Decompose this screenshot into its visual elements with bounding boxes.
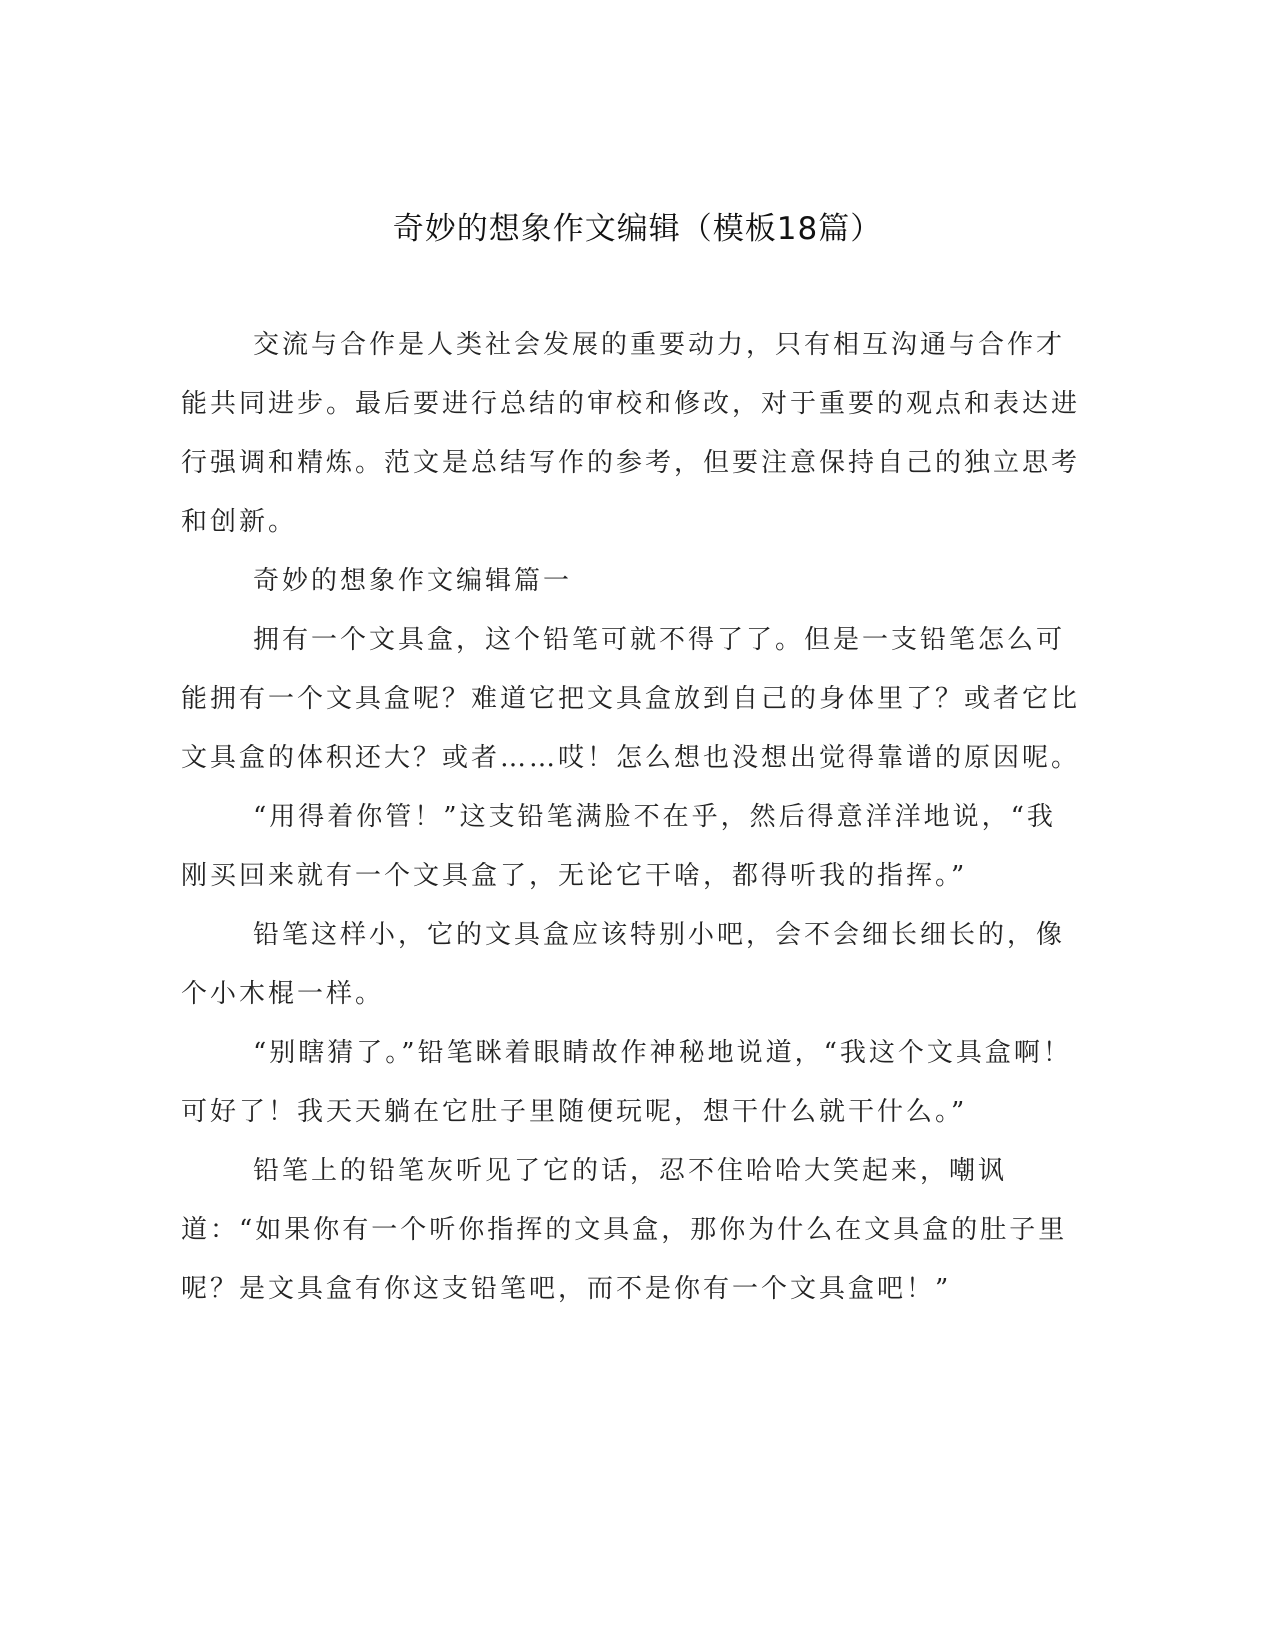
paragraph: “别瞎猜了。”铅笔眯着眼睛故作神秘地说道，“我这个文具盒啊！可好了！我天天躺在它肚子里随便玩呢，想干什么就干什么。”	[181, 1038, 1072, 1127]
section-heading-1: 奇妙的想象作文编辑篇一	[253, 566, 573, 596]
paragraph: “用得着你管！”这支铅笔满脸不在乎，然后得意洋洋地说，“我刚买回来就有一个文具盒了，无论它干啥，都得听我的指挥。”	[181, 802, 1056, 891]
document-title: 奇妙的想象作文编辑（模板18篇）	[392, 211, 883, 247]
paragraph: 铅笔上的铅笔灰听见了它的话，忍不住哈哈大笑起来，嘲讽道：“如果你有一个听你指挥的文具盒，那你为什么在文具盒的肚子里呢？是文具盒有你这支铅笔吧，而不是你有一个文具盒吧！”	[181, 1156, 1068, 1304]
paragraph: 拥有一个文具盒，这个铅笔可就不得了了。但是一支铅笔怎么可能拥有一个文具盒呢？难道它把文具盒放到自己的身体里了？或者它比文具盒的体积还大？或者……哎！怎么想也没想出觉得靠谱的原因呢。	[181, 625, 1081, 773]
document-body	[181, 316, 1081, 1319]
paragraph: 铅笔这样小，它的文具盒应该特别小吧，会不会细长细长的，像个小木棍一样。	[181, 920, 1066, 1009]
paragraph-intro: 交流与合作是人类社会发展的重要动力，只有相互沟通与合作才能共同进步。最后要进行总结的审校和修改，对于重要的观点和表达进行强调和精炼。范文是总结写作的参考，但要注意保持自己的独立思考和创新。	[181, 330, 1081, 537]
